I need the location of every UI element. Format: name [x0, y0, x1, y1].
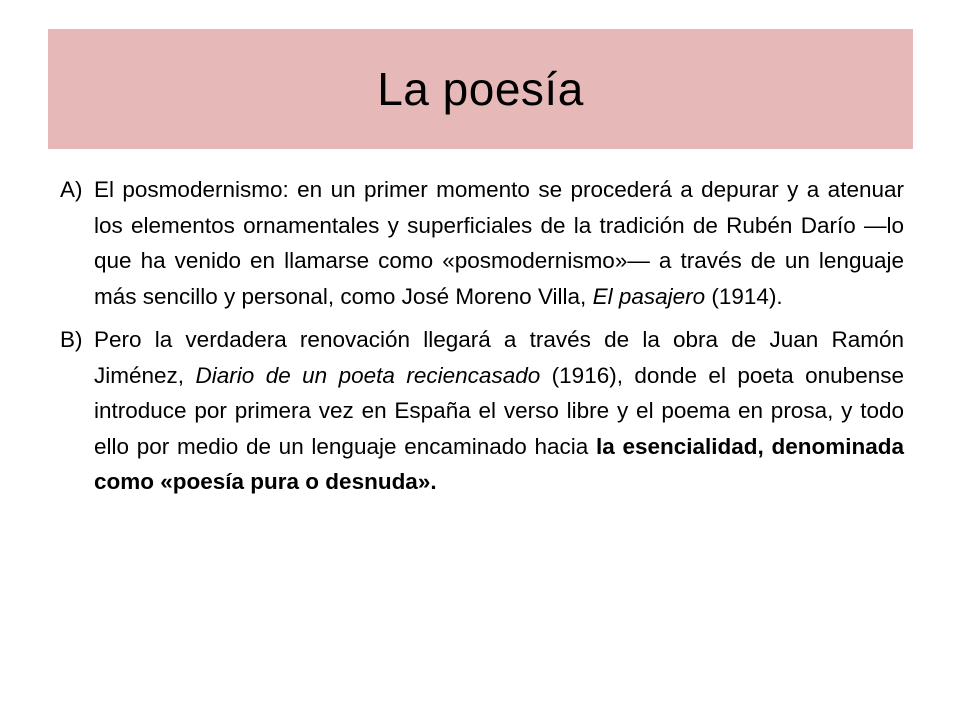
slide-body [60, 172, 904, 508]
item-a-italic-title: El pasajero [592, 283, 706, 309]
item-a-text-part2: (1914). [705, 283, 783, 309]
list-item-b-text [94, 322, 904, 500]
item-b-text-part2: (1916), donde el poeta onubense introduce por primera vez en España el verso libre y el poema en prosa, y todo ello por medio de un lenguaje encaminado hacia [94, 362, 904, 459]
list-item-a-text [94, 172, 904, 314]
slide-title-bar [48, 29, 913, 149]
list-item-b [60, 322, 904, 500]
item-a-text-part1: El posmodernismo: en un primer momento se procederá a depurar y a atenuar los elementos ornamentales y superficiales de la tradición de Rubén Darío —lo que ha venido en llamarse como «posmodernismo»— a través de un lenguaje más sencillo y personal, como José Moreno Villa, [94, 177, 904, 309]
item-b-bold-text: la esencialidad, denominada como «poesía pura o desnuda». [94, 433, 904, 494]
slide-title: La poesía [377, 63, 584, 115]
list-marker-b: B) [60, 327, 83, 352]
list-marker-a: A) [60, 177, 83, 202]
item-b-italic-title: Diario de un poeta reciencasado [195, 362, 541, 388]
list-item-a [60, 172, 904, 314]
item-b-text-part1: Pero la verdadera renovación llegará a través de la obra de Juan Ramón Jiménez, [94, 327, 904, 388]
